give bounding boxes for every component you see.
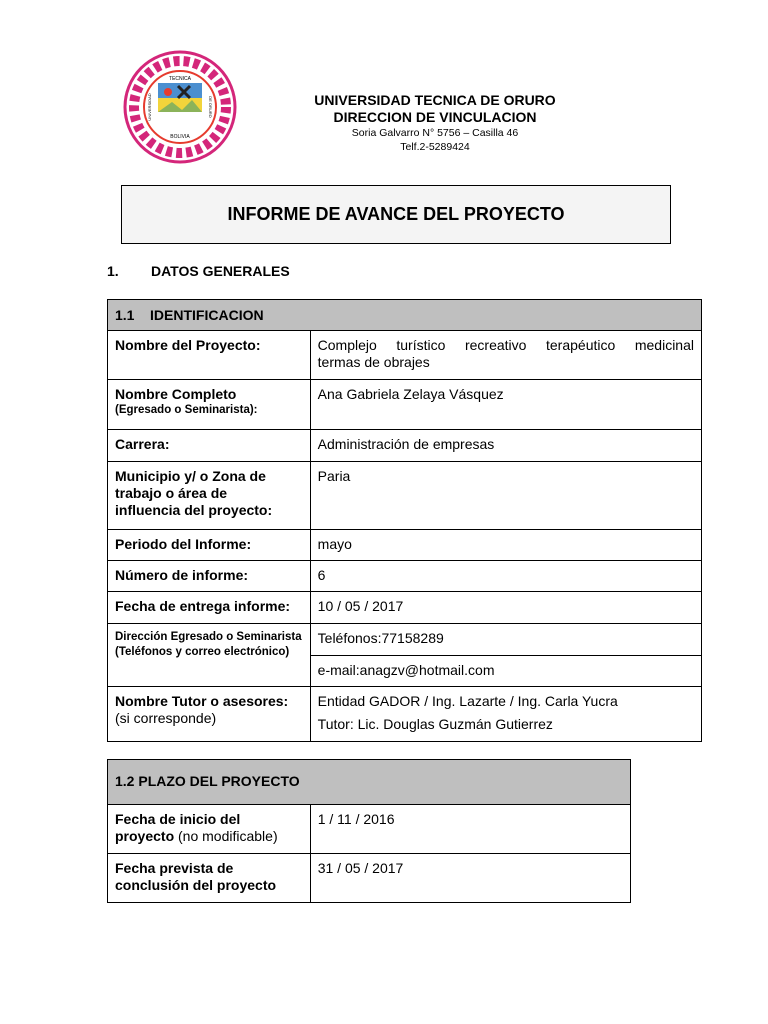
table-row	[108, 687, 702, 742]
report-title: INFORME DE AVANCE DEL PROYECTO	[121, 185, 671, 244]
svg-text:DE ORURO: DE ORURO	[208, 96, 213, 118]
period-label: Periodo del Informe:	[108, 530, 311, 561]
phone: Telf.2-5289424	[400, 141, 470, 153]
university-name: UNIVERSIDAD TECNICA DE ORURO	[314, 92, 556, 108]
contact-label: Dirección Egresado o Seminarista (Teléfonos y correo electrónico)	[108, 624, 311, 687]
period-value: mayo	[310, 530, 701, 561]
table-row	[108, 854, 631, 903]
section-label: DATOS GENERALES	[151, 263, 290, 279]
section-number: 1.	[107, 263, 119, 279]
table-row	[108, 530, 702, 561]
svg-text:TECNICA: TECNICA	[169, 76, 191, 82]
section-heading	[107, 263, 290, 279]
table-row	[108, 805, 631, 854]
career-value: Administración de empresas	[310, 430, 701, 462]
delivery-date-value: 10 / 05 / 2017	[310, 592, 701, 624]
table-row	[108, 380, 702, 430]
table-row	[108, 462, 702, 530]
full-name-label: Nombre Completo (Egresado o Seminarista):	[108, 380, 311, 430]
start-date-label: Fecha de inicio del proyecto (no modificable)	[108, 805, 311, 854]
end-date-value: 31 / 05 / 2017	[310, 854, 630, 903]
full-name-value: Ana Gabriela Zelaya Vásquez	[310, 380, 701, 430]
svg-text:UNIVERSIDAD: UNIVERSIDAD	[147, 93, 152, 121]
start-date-value: 1 / 11 / 2016	[310, 805, 630, 854]
university-seal-logo	[120, 50, 240, 165]
table-row	[108, 624, 702, 656]
svg-text:BOLIVIA: BOLIVIA	[170, 134, 190, 140]
delivery-date-label: Fecha de entrega informe:	[108, 592, 311, 624]
letterhead	[300, 92, 570, 154]
table-header: 1.2 PLAZO DEL PROYECTO	[108, 760, 631, 805]
table-row	[108, 331, 702, 380]
table-header: 1.1 IDENTIFICACION	[108, 300, 702, 331]
department-name: DIRECCION DE VINCULACION	[333, 109, 537, 125]
deadline-table	[107, 759, 631, 903]
table-row	[108, 430, 702, 462]
phone-value: Teléfonos:77158289	[310, 624, 701, 656]
address: Soria Galvarro N° 5756 – Casilla 46	[351, 127, 519, 139]
table-row	[108, 592, 702, 624]
project-name-value: Complejo turístico recreativo terapéutico medicinal termas de obrajes	[310, 331, 701, 380]
tutor-label: Nombre Tutor o asesores: (si corresponde)	[108, 687, 311, 742]
tutor-value: Entidad GADOR / Ing. Lazarte / Ing. Carla Yucra Tutor: Lic. Douglas Guzmán Gutierrez	[310, 687, 701, 742]
municipality-label: Municipio y/ o Zona de trabajo o área de influencia del proyecto:	[108, 462, 311, 530]
report-number-value: 6	[310, 561, 701, 592]
email-value: e-mail:anagzv@hotmail.com	[310, 656, 701, 687]
identification-table	[107, 299, 702, 742]
municipality-value: Paria	[310, 462, 701, 530]
report-number-label: Número de informe:	[108, 561, 311, 592]
career-label: Carrera:	[108, 430, 311, 462]
table-row	[108, 561, 702, 592]
project-name-label: Nombre del Proyecto:	[108, 331, 311, 380]
end-date-label: Fecha prevista de conclusión del proyecto	[108, 854, 311, 903]
